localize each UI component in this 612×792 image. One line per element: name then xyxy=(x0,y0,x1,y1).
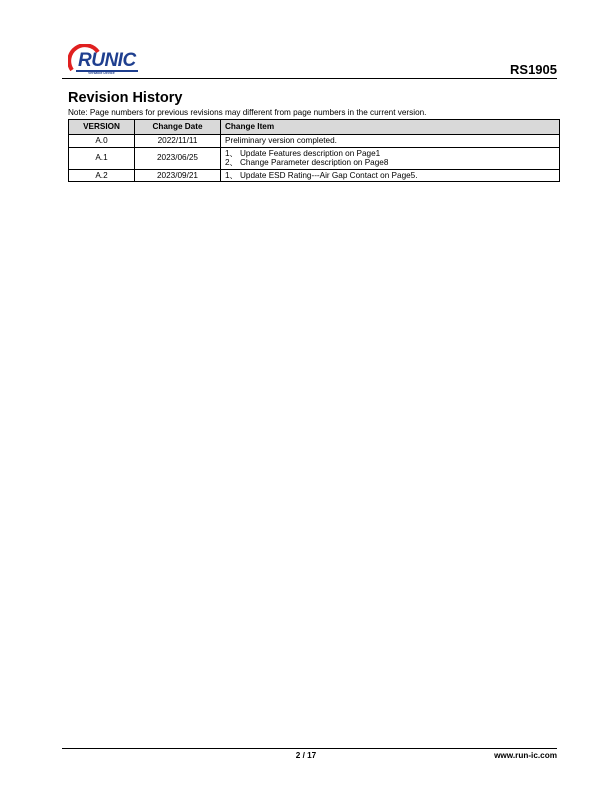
cell-date: 2023/06/25 xyxy=(135,147,221,169)
cell-version: A.0 xyxy=(69,135,135,148)
header-version: VERSION xyxy=(69,120,135,135)
table-row xyxy=(69,135,560,148)
revision-table xyxy=(68,119,560,182)
table-header-row xyxy=(69,120,560,135)
part-number: RS1905 xyxy=(510,62,557,77)
cell-version: A.1 xyxy=(69,147,135,169)
cell-date: 2022/11/11 xyxy=(135,135,221,148)
cell-change-item xyxy=(221,135,560,148)
runic-logo xyxy=(68,44,138,78)
website-link[interactable]: www.run-ic.com xyxy=(494,751,557,760)
revision-note: Note: Page numbers for previous revisions may different from page numbers in the current version. xyxy=(68,108,427,117)
cell-date: 2023/09/21 xyxy=(135,169,221,182)
header-divider xyxy=(62,78,557,79)
header-change-date: Change Date xyxy=(135,120,221,135)
change-item-line: 2、 Change Parameter description on Page8 xyxy=(225,158,389,168)
cell-version: A.2 xyxy=(69,169,135,182)
change-item-line: 1、 Update Features description on Page1 xyxy=(225,148,381,158)
change-item-line: Preliminary version completed. xyxy=(225,136,337,145)
page-title: Revision History xyxy=(68,90,183,106)
page-number: 2 / 17 xyxy=(295,751,317,760)
logo-tagline: Versatile Device xyxy=(88,71,115,75)
cell-change-item xyxy=(221,169,560,182)
header-change-item: Change Item xyxy=(221,120,560,135)
table-row xyxy=(69,147,560,169)
logo-text: RUNIC xyxy=(78,50,136,71)
footer-divider xyxy=(62,748,557,749)
change-item-line: 1、 Update ESD Rating---Air Gap Contact on Page5. xyxy=(225,170,418,180)
table-row xyxy=(69,169,560,182)
cell-change-item xyxy=(221,147,560,169)
